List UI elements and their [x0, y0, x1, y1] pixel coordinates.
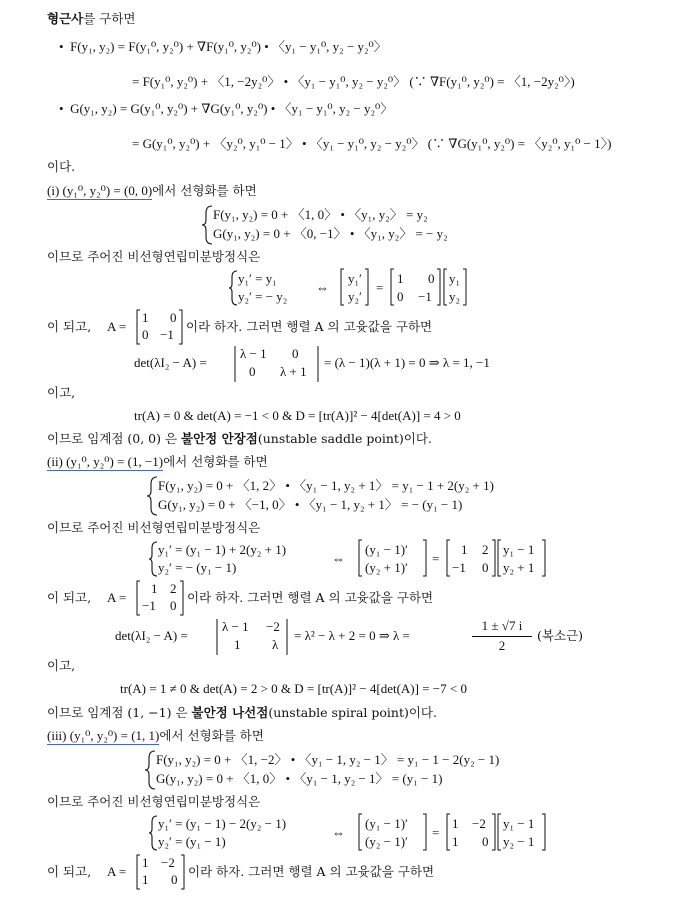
case2-a12: 2	[170, 581, 177, 596]
case1-trace: tr(A) = 0 & det(A) = −1 < 0 & D = [tr(A)]² − 4[det(A)] = 4 > 0	[134, 408, 461, 423]
case1-eq: =	[376, 280, 384, 295]
case1-d21: 0	[249, 364, 256, 379]
case2-system-brace	[146, 476, 158, 516]
bracket-right	[491, 813, 496, 851]
case2-d21: 1	[234, 637, 241, 652]
case3-tail: 에서 선형화를 하면	[159, 728, 264, 743]
bracket-left	[136, 309, 141, 345]
bracket-left	[340, 268, 345, 306]
f-line-2: = F(y₁⁰, y₂⁰) + 〈1, −2y₂⁰〉 • 〈y₁ − y₁⁰, y₂ − y₂⁰〉 (∵ ∇F(y₁⁰, y₂⁰) = 〈1, −2y₂⁰〉)	[132, 74, 575, 89]
case2-vec-r1: y₁ − 1	[503, 542, 535, 557]
case1-d11: λ − 1	[240, 346, 267, 361]
case1-vec-l1: y₁′	[348, 271, 362, 286]
bracket-right	[422, 539, 427, 577]
case1-d22: λ + 1	[280, 364, 307, 379]
case2-a-eq: A =	[107, 590, 127, 605]
case2-m22: 0	[482, 560, 489, 575]
case2-concl-post: (unstable spiral point)이다.	[268, 705, 437, 720]
case3-sys-f: F(y₁, y₂) = 0 + 〈1, −2〉 • 〈y₁ − 1, y₂ − 1〉 = y₁ − 1 − 2(y₂ − 1)	[156, 752, 500, 767]
case2-frac-num: 1 ± √7 i	[481, 618, 523, 633]
bracket-right	[462, 268, 467, 306]
case3-m22: 0	[482, 834, 489, 849]
bracket-right	[541, 813, 546, 851]
case2-det-lhs: det(λI₂ − A) =	[115, 628, 188, 643]
case2-a21: −1	[142, 598, 156, 613]
bracket-left	[390, 268, 395, 306]
bracket-left	[446, 813, 451, 851]
bullet-f	[59, 38, 387, 56]
case2-sys-f: F(y₁, y₂) = 0 + 〈1, 2〉 • 〈y₁ − 1, y₂ + 1〉 = y₁ − 1 + 2(y₂ + 1)	[158, 478, 494, 493]
bracket-left	[497, 813, 502, 851]
case3-ode-2: y₂′ = (y₁ − 1)	[158, 834, 226, 849]
case3-vec-r2: y₂ − 1	[503, 834, 535, 849]
intro-rest: 를 구하면	[83, 11, 136, 26]
case2-and: 이고,	[47, 658, 76, 673]
det-bar	[216, 619, 218, 655]
case3-system-brace	[144, 750, 156, 790]
intro-line	[47, 10, 136, 28]
det-bar	[317, 346, 319, 382]
case2-vec-l2: (y₂ + 1)′	[365, 560, 408, 575]
case2-then-pre: 이 되고,	[47, 590, 92, 605]
case2-ode-2: y₂′ = − (y₁ − 1)	[158, 560, 237, 575]
det-bar	[286, 619, 288, 655]
bullets-end: 이다.	[47, 159, 76, 174]
case2-vec-r2: y₂ + 1	[503, 560, 535, 575]
case3-vec-r1: y₁ − 1	[503, 816, 535, 831]
case2-a11: 1	[151, 581, 158, 596]
case2-d12: −2	[266, 619, 280, 634]
case2-m21: −1	[452, 560, 466, 575]
case2-given: 이므로 주어진 비선형연립미분방정식은	[47, 520, 261, 535]
case1-vec-r2: y₂	[449, 289, 461, 304]
case1-iff: ⇔	[316, 280, 329, 295]
case3-a-eq: A =	[107, 864, 127, 879]
case1-a-eq: A =	[107, 319, 127, 334]
f-line-1: F(y₁, y₂) = F(y₁⁰, y₂⁰) + ∇F(y₁⁰, y₂⁰) • 〈y₁ − y₁⁰, y₂ − y₂⁰〉	[70, 39, 387, 54]
case3-m21: 1	[452, 834, 459, 849]
bullet-dot: •	[59, 101, 71, 116]
case1-det-rhs: = (λ − 1)(λ + 1) = 0 ⇒ λ = 1, −1	[324, 355, 490, 370]
case1-a22: −1	[160, 327, 174, 342]
case1-vec-l2: y₂′	[348, 289, 362, 304]
case3-m12: −2	[472, 816, 486, 831]
case3-iff: ⇔	[332, 825, 345, 840]
case3-heading	[47, 727, 264, 745]
case2-label: (ii) (y₁⁰, y₂⁰) = (1, −1)	[47, 454, 164, 469]
case1-tail: 에서 선형화를 하면	[152, 183, 257, 198]
bracket-right	[178, 309, 183, 345]
case1-conclusion	[47, 430, 432, 448]
bracket-left	[358, 813, 363, 851]
case1-then-pre: 이 되고,	[47, 319, 92, 334]
case2-sys-g: G(y₁, y₂) = 0 + 〈−1, 0〉 • 〈y₁ − 1, y₂ + 1〉 = − (y₁ − 1)	[158, 497, 463, 512]
case1-a12: 0	[170, 310, 177, 325]
case1-given: 이므로 주어진 비선형연립미분방정식은	[47, 249, 261, 264]
bracket-right	[180, 854, 185, 890]
case3-sys-g: G(y₁, y₂) = 0 + 〈1, 0〉 • 〈y₁ − 1, y₂ − 1〉 = (y₁ − 1)	[156, 771, 443, 786]
case2-det-mid: = λ² − λ + 2 = 0 ⇒ λ =	[294, 628, 410, 643]
case2-d11: λ − 1	[222, 619, 249, 634]
case2-m12: 2	[482, 542, 489, 557]
case2-m11: 1	[461, 542, 468, 557]
case2-concl-pre: 이므로 임계점 (1, −1) 은	[47, 705, 192, 720]
case2-eq: =	[432, 551, 440, 566]
case1-heading	[47, 182, 257, 200]
case1-system-brace	[201, 205, 213, 245]
case1-concl-post: (unstable saddle point)이다.	[257, 431, 432, 446]
intro-bold: 형근사	[47, 11, 84, 26]
case3-ode-brace	[148, 815, 158, 851]
case2-tail: 에서 선형화를 하면	[163, 454, 268, 469]
case2-concl-bold: 불안정 나선점	[191, 705, 269, 720]
case1-d12: 0	[292, 346, 299, 361]
case1-ode-brace	[228, 270, 238, 306]
case1-m12: 0	[428, 271, 435, 286]
case1-concl-bold: 불안정 안장점	[181, 431, 258, 446]
case2-heading	[47, 453, 268, 471]
case2-complex: (복소근)	[537, 628, 583, 643]
case3-a22: 0	[171, 872, 178, 887]
bracket-right	[364, 268, 369, 306]
bracket-right	[436, 268, 441, 306]
case3-given: 이므로 주어진 비선형연립미분방정식은	[47, 794, 261, 809]
case2-vec-l1: (y₁ − 1)′	[365, 542, 408, 557]
case3-m11: 1	[452, 816, 459, 831]
case1-and: 이고,	[47, 385, 76, 400]
case3-label: (iii) (y₁⁰, y₂⁰) = (1, 1)	[47, 728, 160, 743]
case2-iff: ⇔	[332, 551, 345, 566]
case1-concl-pre: 이므로 임계점 (0, 0) 은	[47, 431, 182, 446]
case2-ode-brace	[148, 541, 158, 577]
case3-a21: 1	[142, 872, 149, 887]
case3-then-post: 이라 하자. 그러면 행렬 A 의 고윳값을 구하면	[188, 864, 435, 879]
bracket-left	[446, 539, 451, 577]
case1-m21: 0	[397, 289, 404, 304]
case3-a11: 1	[142, 855, 149, 870]
case1-sys-g: G(y₁, y₂) = 0 + 〈0, −1〉 • 〈y₁, y₂〉 = − y₂	[213, 226, 448, 241]
bracket-left	[136, 854, 141, 890]
case1-sys-f: F(y₁, y₂) = 0 + 〈1, 0〉 • 〈y₁, y₂〉 = y₂	[213, 207, 428, 222]
det-bar	[234, 346, 236, 382]
bracket-right	[541, 539, 546, 577]
case3-then-pre: 이 되고,	[47, 864, 92, 879]
bracket-left	[497, 539, 502, 577]
bullet-dot: •	[59, 39, 71, 54]
case3-a12: −2	[161, 855, 175, 870]
g-line-2: = G(y₁⁰, y₂⁰) + 〈y₂⁰, y₁⁰ − 1〉 • 〈y₁ − y₁⁰, y₂ − y₂⁰〉 (∵ ∇G(y₁⁰, y₂⁰) = 〈y₂⁰, y₁⁰ − 1〉)	[132, 136, 612, 151]
g-line-1: G(y₁, y₂) = G(y₁⁰, y₂⁰) + ∇G(y₁⁰, y₂⁰) • 〈y₁ − y₁⁰, y₂ − y₂⁰〉	[70, 101, 394, 116]
case3-vec-l1: (y₁ − 1)′	[365, 816, 408, 831]
case1-det-lhs: det(λI₂ − A) =	[134, 355, 207, 370]
case1-a21: 0	[142, 327, 149, 342]
case2-frac-den: 2	[498, 638, 506, 653]
case1-m11: 1	[397, 271, 404, 286]
case1-vec-r1: y₁	[449, 271, 461, 286]
case1-ode-1: y₁′ = y₁	[238, 271, 277, 286]
case3-eq: =	[432, 825, 440, 840]
case2-then-post: 이라 하자. 그러면 행렬 A 의 고윳값을 구하면	[187, 590, 434, 605]
case1-m22: −1	[418, 289, 432, 304]
bracket-right	[179, 580, 184, 616]
bracket-left	[358, 539, 363, 577]
case1-a11: 1	[142, 310, 149, 325]
case1-ode-2: y₂′ = − y₂	[238, 289, 288, 304]
case3-ode-1: y₁′ = (y₁ − 1) − 2(y₂ − 1)	[158, 816, 287, 831]
case2-trace: tr(A) = 1 ≠ 0 & det(A) = 2 > 0 & D = [tr(A)]² − 4[det(A)] = −7 < 0	[120, 681, 467, 696]
bracket-right	[491, 539, 496, 577]
case2-conclusion	[47, 704, 437, 722]
case1-then-post: 이라 하자. 그러면 행렬 A 의 고윳값을 구하면	[186, 319, 433, 334]
bracket-right	[422, 813, 427, 851]
case2-ode-1: y₁′ = (y₁ − 1) + 2(y₂ + 1)	[158, 542, 287, 557]
case2-d22: λ	[272, 637, 279, 652]
bracket-left	[443, 268, 448, 306]
case1-label: (i) (y₁⁰, y₂⁰) = (0, 0)	[47, 183, 153, 198]
bullet-g	[59, 100, 393, 118]
case3-vec-l2: (y₂ − 1)′	[365, 834, 408, 849]
bracket-left	[136, 580, 141, 616]
case2-a22: 0	[170, 598, 177, 613]
